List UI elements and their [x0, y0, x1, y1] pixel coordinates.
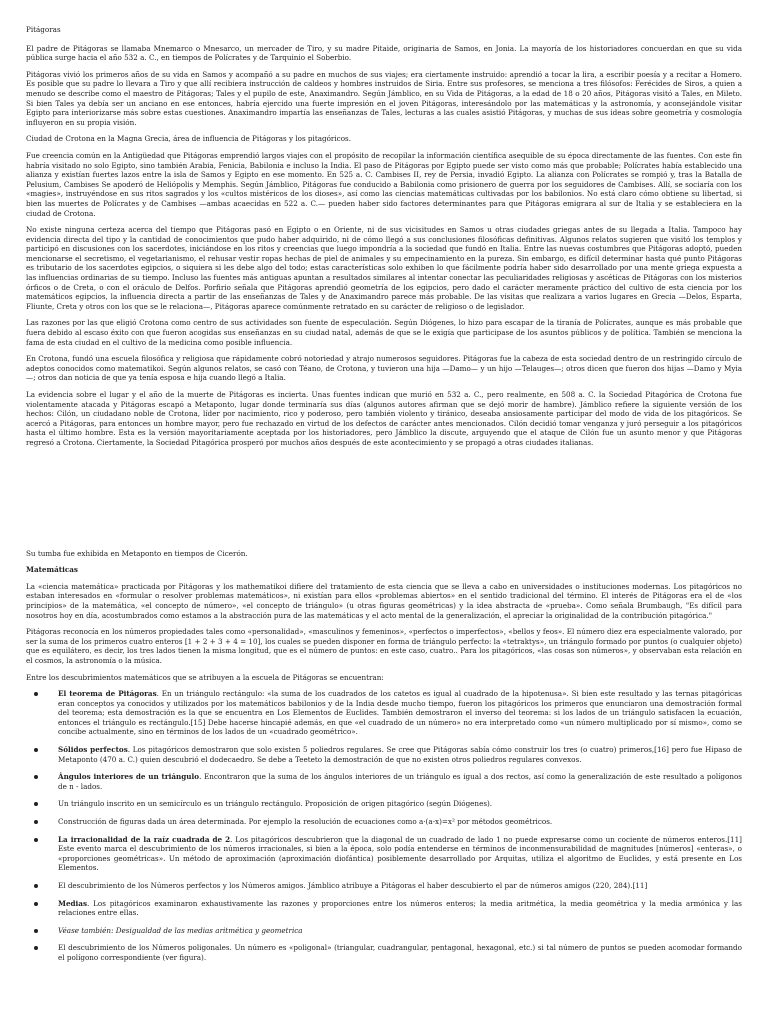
paragraph-egypt-orient: No existe ninguna certeza acerca del tiempo que Pitágoras pasó en Egipto o en Oriente, ni de sus vicisitudes en Samos u otras ciudades griegas antes de su llegada a Italia. Tampoco hay evidencia directa del tipo y la cantidad de conocimientos que pudo haber adquirido, ni de cómo llegó a sus conclusiones filosóficas definitivas. Algunos relatos sugieren que visitó los templos y participó en discusiones con los sacerdotes, iniciándose en los ritos y creencias que luego impondría a la sociedad que fundó en Italia. Entre las nuevas costumbres que Pitágoras adoptó, pueden mencionarse el secretismo, el vegetarianismo, el rehusar vestir ropas hechas de piel de animales y su empecinamiento en la pureza. Sin embargo, es difícil determinar hasta qué punto Pitágoras es tributario de los sacerdotes egipcios, o siquiera si les debe algo del todo; estas características solo exhiben lo que fácilmente podría haber sido desarrollado por una mente griega expuesta a las influencias ordinarias de su tiempo. Incluso las fuentes más antiguas apuntan a resultados similares al intentar conectar las peculiaridades religiosas y ascéticas de Pitágoras con los misterios órficos o de Creta, o con el oráculo de Delfos. Porfirio señala que Pitágoras aprendió geometría de los egipcios, pero dado el carácter meramente práctico del cultivo de esta ciencia por los matemáticos egipcios, la influencia directa a partir de las enseñanzas de Tales y de Anaximandro parece más probable. De las visitas que realizara a varios lugares en Grecia —Delos, Esparta, Fliunte, Creta y otros con los que se le relaciona—, Pitágoras aparece comúnmente retratado en su carácter de religioso o de legislador.	[26, 225, 742, 311]
item-text: El descubrimiento de los Números poligonales. Un número es «poligonal» (triangular, cuadrangular, pentagonal, hexagonal, etc.) si tal número de puntos se pueden acomodar formando el polígono correspondiente (ver figura).	[58, 943, 742, 962]
list-item	[58, 772, 742, 791]
see-also-text: Véase también: Desigualdad de las medias aritmética y geometrica	[58, 925, 303, 935]
paragraph-death: La evidencia sobre el lugar y el año de la muerte de Pitágoras es incierta. Unas fuentes indican que murió en 532 a. C., pero realmente, en 508 a. C. la Sociedad Pitagórica de Crotona fue violentamente atacada y Pitágoras escapó a Metaponto, lugar donde terminaría sus días (algunos autores afirman que se dejó morir de hambre). Jámblico refiere la siguiente versión de los hechos: Cilón, un ciudadano noble de Crotona, líder por nacimiento, rico y poderoso, pero también violento y tiránico, deseaba ansiosamente participar del modo de vida de los pitagóricos. Se acercó a Pitágoras, para entonces un hombre mayor, pero fue rechazado en virtud de los defectos de carácter antes mencionados. Cilón decidió tomar venganza y juró perseguir a los pitagóricos hasta el último hombre. Esta es la versión mayoritariamente aceptada por los historiadores, pero Jámblico la discute, arguyendo que el ataque de Cilón fue un asunto menor y que Pitágoras regresó a Crotona. Ciertamente, la Sociedad Pitagórica prosperó por muchos años después de este acontecimiento y se propagó a otras ciudades italianas.	[26, 390, 742, 447]
item-text: . Los pitagóricos examinaron exhaustivamente las razones y proporciones entre los números enteros; la media aritmética, la media geométrica y la media armónica y las relaciones entre ellas.	[58, 898, 742, 918]
item-name: Medias	[58, 898, 87, 908]
list-item	[58, 817, 742, 827]
paragraph-early-life: Pitágoras vivió los primeros años de su vida en Samos y acompañó a su padre en muchos de sus viajes; era ciertamente instruido: aprendió a tocar la lira, a escribir poesía y a recitar a Homero. Es posible que su padre lo llevara a Tiro y que allí recibiera instrucción de caldeos y hombres instruidos de Siria. Entre sus profesores, se menciona a tres filósofos: Ferécides de Siros, a quien a menudo se describe como el maestro de Pitágoras; Tales y el pupilo de este, Anaximandro. Según Jámblico, en su Vida de Pitágoras, a la edad de 18 o 20 años, Pitágoras visitó a Tales, en Mileto. Si bien Tales ya debía ser un anciano en ese entonces, habría ejercido una fuerte impresión en el joven Pitágoras, interesándolo por las matemáticas y la astronomía, y aconsejándole visitar Egipto para interiorizarse más sobre estas cuestiones. Anaximandro impartía las enseñanzas de Tales, lecturas a las cuales asistió Pitágoras, y muchas de sus ideas sobre geometría y cosmología influyeron en su propia visión.	[26, 69, 742, 127]
tomb-note: Su tumba fue exhibida en Metaponto en tiempos de Cicerón.	[26, 548, 248, 558]
document-title: Pitágoras	[26, 25, 61, 34]
item-text: . En un triángulo rectángulo: «la suma de los cuadrados de los catetos es igual al cuadrado de la hipotenusa». Si bien este resultado y las ternas pitagóricas eran conceptos ya conocidos y utilizados por los matemáticos babilonios y de la India desde mucho tiempo, fueron los pitagóricos los primeros que enunciaron una demostración formal del teorema; esta demostración es la que se encuentra en Los Elementos de Euclides. También demostraron el inverso del teorema: si los lados de un triángulo satisfacen la ecuación, entonces el triángulo es rectángulo.[15] Debe hacerse hincapié además, en que «el cuadrado de un número» no era interpretado como «un número multiplicado por sí mismo», como se concibe actualmente, sino en términos de los lados de un «cuadrado geométrico».	[58, 689, 742, 737]
section-heading-mathematics: Matemáticas	[26, 565, 78, 575]
paragraph-numbers: Pitágoras reconocía en los números propiedades tales como «personalidad», «masculinos y femeninos», «perfectos o imperfectos», «bellos y feos». El número diez era especialmente valorado, por ser la suma de los primeros cuatro enteros [1 + 2 + 3 + 4 = 10], los cuales se pueden disponer en forma de triángulo perfecto: la «tetraktys», un triángulo formado por puntos (o cualquier objeto) que es equilátero, es decir, los tres lados tienen la misma longitud, que es el número de puntos: en este caso, cuatro.. Para los pitagóricos, «las cosas son números», y observaban esta relación en el cosmos, la astronomía o la música.	[26, 627, 742, 665]
paragraph-travels: Fue creencia común en la Antigüedad que Pitágoras emprendió largos viajes con el propósito de recopilar la información científica asequible de su época directamente de las fuentes. Con este fin habría visitado no solo Egipto, sino también Arabia, Fenicia, Babilonia e incluso la India. El paso de Pitágoras por Egipto puede ser visto como más que probable; Polícrates había establecido una alianza y existían fuertes lazos entre la isla de Samos y Egipto en ese momento. En 525 a. C. Cambises II, rey de Persia, invadió Egipto. La alianza con Polícrates se rompió y, tras la Batalla de Pelusium, Cambises Se apoderó de Heliópolis y Memphis. Según Jámblico, Pitágoras fue conducido a Babilonia como prisionero de guerra por los seguidores de Cambises. Allí, se sociaría con los «magies», instruyéndose en sus ritos sagrados y los «cultos mistéricos de los dioses», así como las ciencias matemáticas cultivadas por los babilonios. No está claro cómo obtiene su libertad, si bien las muertes de Polícrates y de Cambises —ambas acaecidas en 522 a. C.— pueden haber sido factores determinantes para que Pitágoras emigrara al sur de Italia y se estableciera en la ciudad de Crotona.	[26, 150, 742, 218]
item-text: Un triángulo inscrito en un semicírculo es un triángulo rectángulo. Proposición de origen pitagórico (según Diógenes).	[58, 799, 493, 809]
list-item	[58, 881, 742, 891]
item-text: . Los pitagóricos demostraron que solo existen 5 poliedros regulares. Se cree que Pitágoras sabía cómo construir los tres (o cuatro) primeros,[16] pero fue Hipaso de Metaponto (470 a. C.) quien descubrió el dodecaedro. Se debe a Teeteto la demostración de que no existen otros poliedros regulares convexos.	[58, 745, 742, 764]
list-item	[58, 745, 742, 764]
blank-gap	[26, 455, 742, 549]
paragraph-crotona-reasons: Las razones por las que eligió Crotona como centro de sus actividades son fuente de especulación. Según Diógenes, lo hizo para escapar de la tiranía de Polícrates, aunque es más probable que fuera debido al escaso éxito con que fueron acogidas sus enseñanzas en su ciudad natal, además de que se le exigía que participase de los asuntos públicos y de política. También se menciona la fama de esta ciudad en el cultivo de la medicina como posible influencia.	[26, 318, 742, 347]
list-item	[58, 799, 742, 809]
discoveries-list	[26, 689, 742, 962]
paragraph-math-science: La «ciencia matemática» practicada por Pitágoras y los mathematikoi difiere del tratamiento de esta ciencia que se lleva a cabo en universidades o instituciones modernas. Los pitagóricos no estaban interesados en «formular o resolver problemas matemáticos», ni existían para ellos «problemas abiertos» en el sentido tradicional del término. El interés de Pitágoras era el de «los principios» de la matemática, «el concepto de número», «el concepto de triángulo» (u otras figuras geométricas) y la idea abstracta de «prueba». Como señala Brumbaugh, "Es difícil para nosotros hoy en día, acostumbrados como estamos a la abstracción pura de las matemáticas y el acto mental de la generalización, el apreciar la originalidad de la contribución pitagórica."	[26, 581, 742, 620]
item-name: La irracionalidad de la raíz cuadrada de 2	[58, 834, 231, 844]
paragraph-parents: El padre de Pitágoras se llamaba Mnemarco o Mnesarco, un mercader de Tiro, y su madre Pitaide, originaria de Samos, en Jonia. La mayoría de los historiadores concuerdan en que su vida pública surge hacia el año 532 a. C., en tiempos de Polícrates y de Tarquinio el Soberbio.	[26, 43, 742, 63]
item-name: Sólidos perfectos	[58, 745, 128, 755]
image-caption-crotona: Ciudad de Crotona en la Magna Grecia, área de influencia de Pitágoras y los pitagóricos.	[26, 134, 351, 144]
list-item	[58, 899, 742, 918]
item-name: Ángulos interiores de un triángulo	[58, 772, 200, 782]
list-item	[58, 926, 742, 936]
item-text: . Los pitagóricos descubrieron que la diagonal de un cuadrado de lado 1 no puede expresarse como un cociente de números enteros.[11] Este evento marca el descubrimiento de los números irracionales, si bien a la época, solo podía entenderse en términos de inconmensurabilidad de magnitudes [números] «enteras», o «proporciones geométricas». Un método de aproximación (aproximación diofántica) posiblemente desarrollado por Arquitas, utiliza el algoritmo de Euclides, y está presente en Los Elementos.	[58, 834, 742, 873]
list-item	[58, 943, 742, 962]
document-page	[26, 25, 742, 971]
item-text: Construcción de figuras dada un área determinada. Por ejemplo la resolución de ecuaciones como a·(a-x)=x² por métodos geométricos.	[58, 817, 553, 827]
list-item	[58, 835, 742, 873]
list-item	[58, 689, 742, 737]
item-text: El descubrimiento de los Números perfectos y los Números amigos. Jámblico atribuye a Pitágoras el haber descubierto el par de números amigos (220, 284).[11]	[58, 881, 648, 890]
paragraph-school: En Crotona, fundó una escuela filosófica y religiosa que rápidamente cobró notoriedad y atrajo numerosos seguidores. Pitágoras fue la cabeza de esta sociedad dentro de un restringido círculo de adeptos conocidos como matematikoi. Según algunos relatos, se casó con Téano, de Crotona, y tuvieron una hija —Damo— y un hijo —Telauges—; otros dicen que fueron dos hijas —Damo y Myia—; otros dan noticia de que ya tenía esposa e hija cuando llegó a Italia.	[26, 354, 742, 383]
item-name: El teorema de Pitágoras	[58, 689, 157, 699]
paragraph-discoveries-intro: Entre los descubrimientos matemáticos que se atribuyen a la escuela de Pitágoras se encuentran:	[26, 672, 384, 682]
item-text: . Encontraron que la suma de los ángulos interiores de un triángulo es igual a dos rectos, así como la generalización de este resultado a polígonos de n - lados.	[58, 772, 742, 791]
